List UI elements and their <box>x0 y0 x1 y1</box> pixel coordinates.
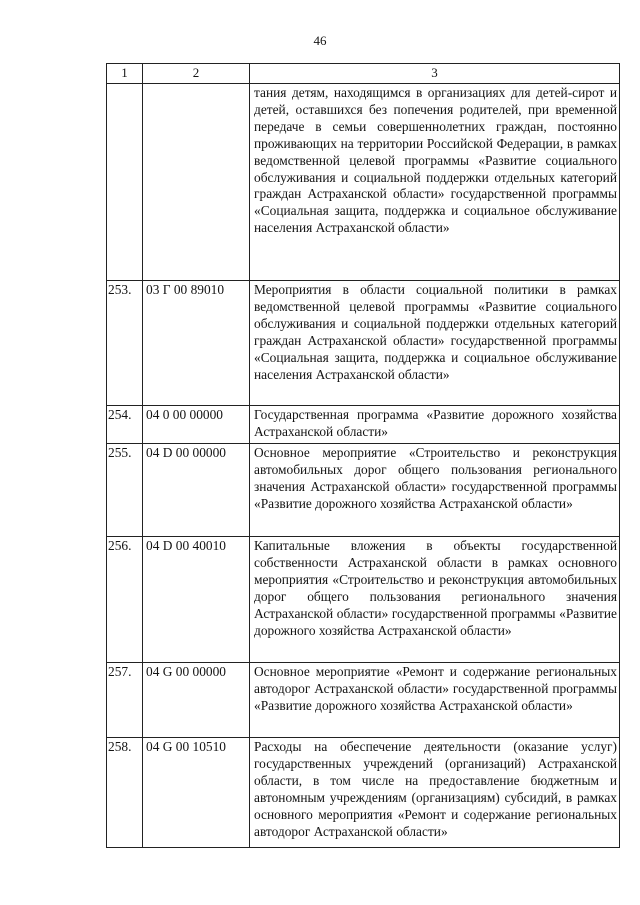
row-code: 04 D 00 40010 <box>143 537 250 663</box>
row-code: 04 G 00 10510 <box>143 738 250 848</box>
table-row <box>107 281 620 406</box>
budget-code-table <box>106 63 620 848</box>
row-number: 257. <box>107 663 143 738</box>
row-description: Основное мероприятие «Ремонт и содержание региональных автодорог Астраханской области» государственной программы «Развитие дорожного хозяйства Астраханской области» <box>250 663 620 738</box>
row-code: 04 0 00 00000 <box>143 406 250 444</box>
row-number <box>107 84 143 281</box>
column-header-code: 2 <box>143 64 250 84</box>
row-code: 04 D 00 00000 <box>143 444 250 537</box>
row-description: Мероприятия в области социальной политики в рамках ведомственной целевой программы «Развитие социального обслуживания и социальной поддержки отдельных категорий граждан Астраханской области» государственной программы «Социальная защита, поддержка и социальное обслуживание населения Астраханской области» <box>250 281 620 406</box>
table-row <box>107 84 620 281</box>
page-number: 46 <box>313 33 327 48</box>
table-row <box>107 406 620 444</box>
row-number: 258. <box>107 738 143 848</box>
row-description: Капитальные вложения в объекты государственной собственности Астраханской области в рамках основного мероприятия «Строительство и реконструкция автомобильных дорог общего пользования регионального значения Астраханской области» государственной программы «Развитие дорожного хозяйства Астраханской области» <box>250 537 620 663</box>
table-row <box>107 537 620 663</box>
row-code <box>143 84 250 281</box>
row-number: 253. <box>107 281 143 406</box>
table-row <box>107 663 620 738</box>
row-number: 255. <box>107 444 143 537</box>
row-number: 254. <box>107 406 143 444</box>
table-row <box>107 444 620 537</box>
column-header-description: 3 <box>250 64 620 84</box>
table-header-row <box>107 64 620 84</box>
table-row <box>107 738 620 848</box>
row-description: Расходы на обеспечение деятельности (оказание услуг) государственных учреждений (организаций) Астраханской области, в том числе на предоставление бюджетным и автономным учреждениям (организациям) субсидий, в рамках основного мероприятия «Ремонт и содержание региональных автодорог Астраханской области» <box>250 738 620 848</box>
row-description: тания детям, находящимся в организациях для детей-сирот и детей, оставшихся без попечения родителей, при временной передаче в семьи совершеннолетних граждан, постоянно проживающих на территории Российской Федерации, в рамках ведомственной целевой программы «Развитие социального обслуживания и социальной поддержки отдельных категорий граждан Астраханской области» государственной программы «Социальная защита, поддержка и социальное обслуживание населения Астраханской области» <box>250 84 620 281</box>
row-code: 03 Г 00 89010 <box>143 281 250 406</box>
row-description: Государственная программа «Развитие дорожного хозяйства Астраханской области» <box>250 406 620 444</box>
row-code: 04 G 00 00000 <box>143 663 250 738</box>
row-description: Основное мероприятие «Строительство и реконструкция автомобильных дорог общего пользования регионального значения Астраханской области» государственной программы «Развитие дорожного хозяйства Астраханской области» <box>250 444 620 537</box>
column-header-number: 1 <box>107 64 143 84</box>
row-number: 256. <box>107 537 143 663</box>
